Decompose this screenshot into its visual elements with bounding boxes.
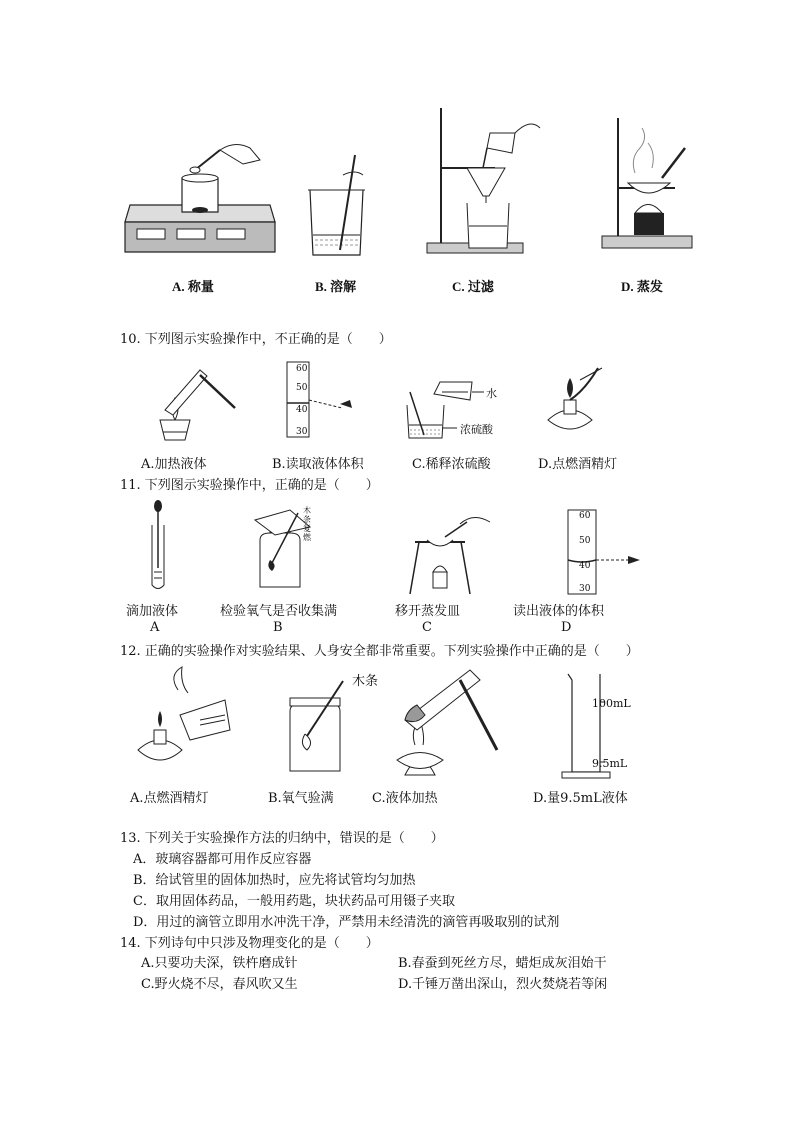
row-top-label-b: B. 溶解 (315, 279, 357, 294)
q12-oxygen-check-figure (285, 676, 355, 776)
balance-weighing-figure (125, 130, 275, 260)
q11-reading-volume-figure (560, 508, 650, 596)
q11-letter-c: C (422, 620, 432, 635)
evaporation-figure (600, 118, 700, 258)
q11-scale-60: 60 (579, 511, 591, 521)
q11-label-c: 移开蒸发皿 (395, 604, 461, 619)
q10-lighting-lamp-figure (540, 360, 610, 440)
q11-scale-30: 30 (579, 584, 591, 594)
q11-scale-50: 50 (579, 536, 591, 546)
q10-label-a: A.加热液体 (141, 457, 207, 472)
q12-vol-top: 100mL (592, 697, 631, 710)
q10-acid-label: 浓硫酸 (460, 423, 493, 436)
q12-label-b: B.氧气验满 (268, 791, 334, 806)
q11-letter-d: D (561, 620, 572, 635)
row-top-label-c: C. 过滤 (452, 279, 494, 294)
row-top-label-d: D. 蒸发 (621, 279, 663, 294)
q11-label-b: 检验氧气是否收集满 (220, 604, 338, 619)
q12-label-a: A.点燃酒精灯 (130, 791, 209, 806)
q10-scale-40: 40 (296, 405, 308, 415)
q10-scale-60: 60 (296, 364, 308, 374)
q12-stick-label: 木条 (352, 674, 379, 689)
q12-vol-bottom: 9.5mL (592, 757, 628, 770)
q11-scale-40: 40 (579, 561, 591, 571)
q11-label-d: 读出液体的体积 (513, 604, 605, 619)
q12-stem: 12. 正确的实验操作对实验结果、人身安全都非常重要。下列实验操作中正确的是（ ） (120, 644, 639, 659)
q12-liquid-heating-figure (385, 665, 505, 780)
q11-stick-label: 木条复燃 (303, 506, 311, 542)
q11-dropping-liquid-figure (138, 500, 178, 592)
q10-label-b: B.读取液体体积 (272, 457, 364, 472)
q12-lighting-lamp-figure (130, 675, 240, 775)
q13-option-b: B．给试管里的固体加热时，应先将试管均匀加热 (133, 873, 416, 888)
q10-label-c: C.稀释浓硫酸 (412, 457, 491, 472)
q14-option-b: B.春蚕到死丝方尽，蜡炬成灰泪始干 (398, 956, 607, 971)
q11-label-a: 滴加液体 (126, 604, 179, 619)
q13-stem: 13. 下列关于实验操作方法的归纳中，错误的是（ ） (120, 831, 444, 846)
filtering-figure (425, 108, 545, 258)
q10-scale-30: 30 (296, 427, 308, 437)
q11-letter-a: A (150, 620, 160, 635)
q14-option-d: D.千锤万凿出深山，烈火焚烧若等闲 (398, 977, 608, 992)
q10-label-d: D.点燃酒精灯 (538, 457, 618, 472)
q12-label-d: D.量9.5mL液体 (533, 791, 628, 806)
q14-stem: 14. 下列诗句中只涉及物理变化的是（ ） (120, 936, 379, 951)
q10-heating-liquid-figure (155, 360, 240, 445)
q12-label-c: C.液体加热 (372, 791, 438, 806)
q11-stem: 11. 下列图示实验操作中，正确的是（ ） (120, 478, 379, 493)
q11-letter-b: B (273, 620, 283, 635)
dissolving-figure (305, 155, 370, 260)
q10-scale-50: 50 (296, 383, 308, 393)
q11-moving-dish-figure (405, 512, 495, 597)
row-top-label-a: A. 称量 (172, 279, 214, 294)
q10-stem: 10. 下列图示实验操作中，不正确的是（ ） (120, 332, 392, 347)
q14-option-c: C.野火烧不尽，春风吹又生 (141, 977, 298, 992)
q10-reading-volume-figure (282, 360, 362, 440)
q14-option-a: A.只要功夫深，铁杵磨成针 (141, 956, 298, 971)
q13-option-a: A．玻璃容器都可用作反应容器 (133, 852, 312, 867)
q10-water-label: 水 (486, 387, 497, 400)
q13-option-c: C．取用固体药品，一般用药匙，块状药品可用镊子夹取 (133, 894, 455, 909)
q13-option-d: D．用过的滴管立即用水冲洗干净，严禁用未经清洗的滴管再吸取别的试剂 (133, 915, 560, 930)
